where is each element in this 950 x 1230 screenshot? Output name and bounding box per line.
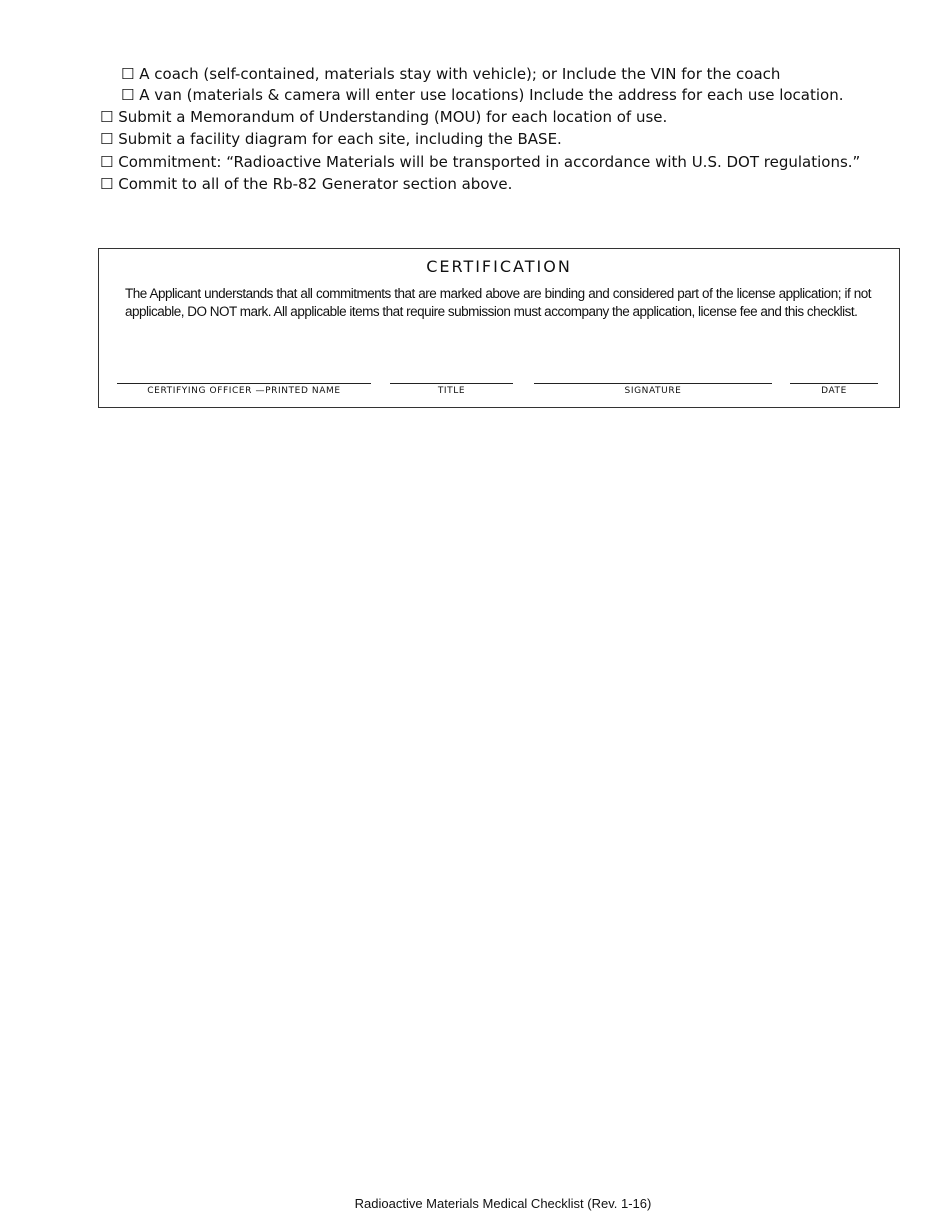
date-field[interactable]	[790, 383, 878, 396]
checklist-item-facility-diagram	[100, 129, 562, 149]
signature-field[interactable]	[534, 383, 772, 396]
checklist-item-rb82-commitment	[100, 174, 512, 194]
checklist-item-van	[121, 85, 844, 105]
checklist-item-label: Commitment: “Radioactive Materials will be transported in accordance with U.S. DOT regulations.”	[118, 153, 861, 171]
certifying-officer-line[interactable]	[117, 383, 371, 384]
signature-line[interactable]	[534, 383, 772, 384]
checklist-item-label: Submit a Memorandum of Understanding (MOU) for each location of use.	[118, 108, 668, 126]
checklist-item-label: Submit a facility diagram for each site, including the BASE.	[118, 130, 562, 148]
checklist-item-label: A coach (self-contained, materials stay with vehicle); or Include the VIN for the coach	[139, 65, 781, 83]
signature-label: SIGNATURE	[624, 386, 682, 396]
checkbox-icon[interactable]: ☐	[121, 65, 135, 83]
date-line[interactable]	[790, 383, 878, 384]
checkbox-icon[interactable]: ☐	[100, 130, 114, 148]
checkbox-icon[interactable]: ☐	[121, 86, 135, 104]
certifying-officer-label: CERTIFYING OFFICER —PRINTED NAME	[147, 386, 341, 396]
certification-statement: The Applicant understands that all commitments that are marked above are binding and considered part of the license application; if not applicable, DO NOT mark. All applicable items that require submission must accompany the application, license fee and this checklist.	[125, 286, 871, 319]
page-footer: Radioactive Materials Medical Checklist (Rev. 1-16)	[354, 1196, 652, 1211]
title-field[interactable]	[390, 383, 513, 396]
checklist-item-coach	[121, 64, 780, 84]
checklist-item-dot-commitment	[100, 152, 860, 172]
date-label: DATE	[821, 386, 847, 396]
checkbox-icon[interactable]: ☐	[100, 153, 114, 171]
checklist-item-label: A van (materials & camera will enter use locations) Include the address for each use location.	[139, 86, 844, 104]
checklist-item-label: Commit to all of the Rb-82 Generator section above.	[118, 175, 513, 193]
checkbox-icon[interactable]: ☐	[100, 175, 114, 193]
checkbox-icon[interactable]: ☐	[100, 108, 114, 126]
certifying-officer-field[interactable]	[117, 383, 371, 396]
certification-box	[98, 248, 900, 408]
title-line[interactable]	[390, 383, 513, 384]
certification-title: CERTIFICATION	[426, 257, 572, 276]
title-label: TITLE	[437, 386, 466, 396]
checklist-item-mou	[100, 107, 667, 127]
